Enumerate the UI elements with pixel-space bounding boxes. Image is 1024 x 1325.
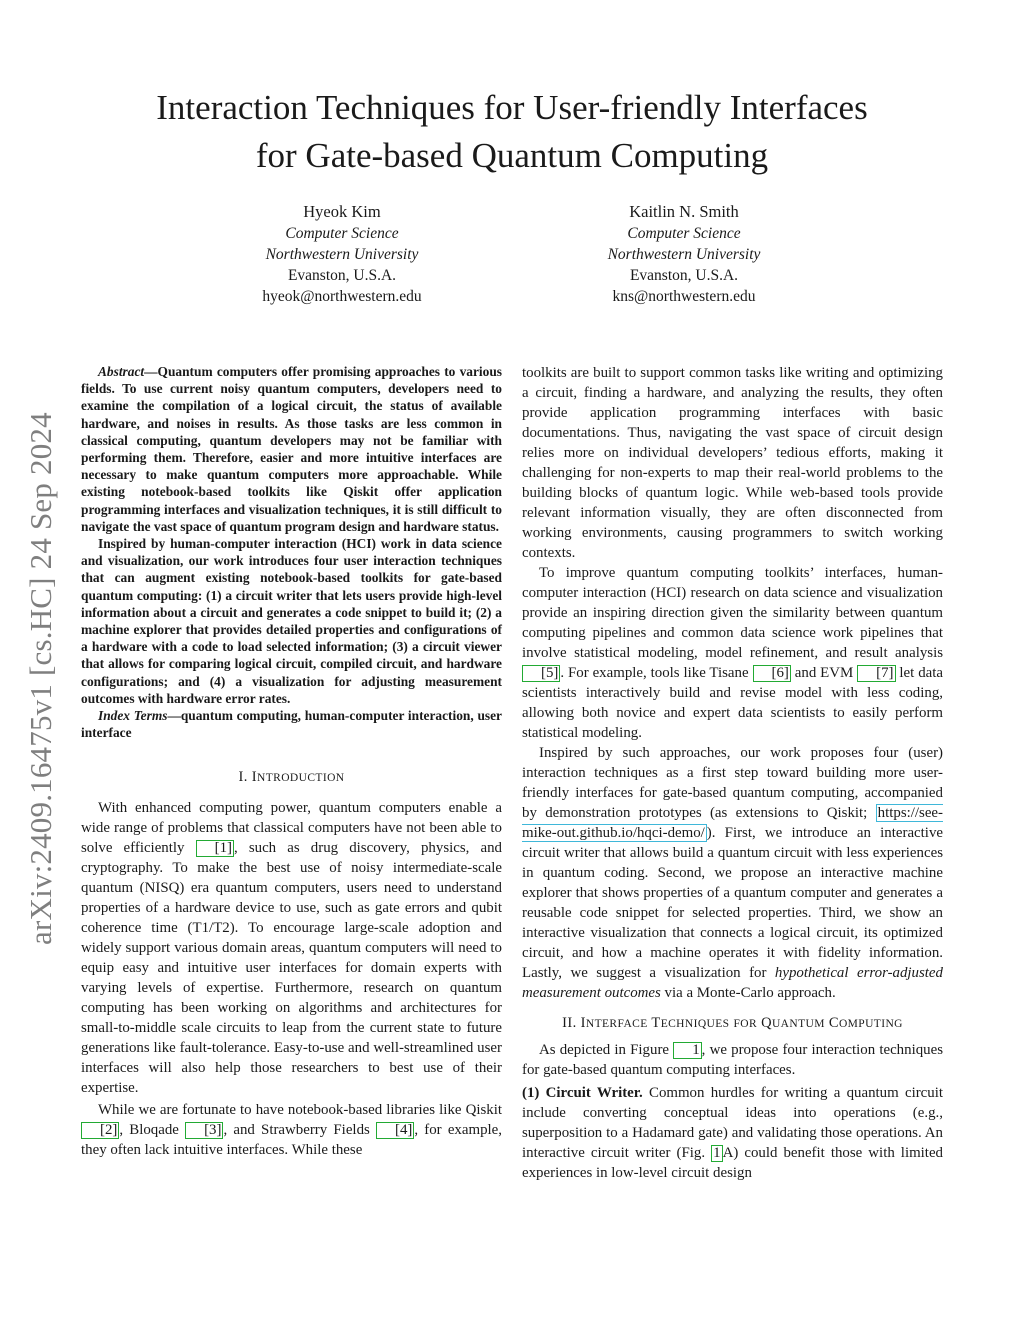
citation-link[interactable]: [7] (857, 665, 895, 682)
text-run: toolkits are built to support common tasks like writing and optimizing a circuit, finding a hardware, and analyzing the results, they often provide application programming interfaces with basic documentations. Thus, navigating the vast space of circuit design relies more on individual developers’ tedious efforts, making it challenging for non-experts to map their real-world problems to the building blocks of quantum logic. While web-based tools provide relevant information visually, they are often disconnected from working environments, causing programmers to switch working contexts. (522, 365, 943, 561)
author-university: Northwestern University (265, 246, 419, 263)
text-run: , and Strawberry Fields (223, 1122, 376, 1139)
text-run: Inspired by such approaches, our work proposes four (user) interaction techniques as a first step toward building more user-friendly interfaces for gate-based quantum computing, accompanied by demonstration prototypes (as extensions to Qiskit; (522, 745, 943, 821)
abstract-text-1: Quantum computers offer promising approaches to various fields. To use current noisy quantum computers, developers need to examine the compilation of a logical circuit, the status of available hardware, and noises in results. As those tasks are less common in classical computing, quantum developers may not be familiar with performing them. Therefore, easier and more intuitive interfaces are necessary to make quantum computers more approachable. While existing notebook-based toolkits like Qiskit offer application programming interfaces and visualization techniques, it is still difficult to navigate the vast space of quantum program design and hardware status. (81, 364, 502, 534)
word-rest: FOR (733, 1018, 758, 1030)
text-run: , for example, they often lack intuitive interfaces. While these (81, 1122, 502, 1159)
index-terms-label: Index Terms (98, 708, 168, 724)
index-terms: Index Terms—quantum computing, human-computer interaction, user interface (81, 708, 502, 741)
intro-paragraph-2 (81, 1100, 502, 1160)
text-run: With enhanced computing power, quantum computers enable a wide range of problems that classical computers have not been able to solve efficiently (81, 800, 502, 857)
text-run: As depicted in Figure (539, 1042, 674, 1058)
citation-link[interactable]: [1] (196, 840, 234, 857)
demo-url-link[interactable]: https://see-mike-out.github.io/hqci-demo/ (522, 805, 943, 841)
section-title-initial: I (251, 769, 258, 786)
citation-link[interactable]: [5] (522, 665, 560, 682)
author-location: Evanston, U.S.A. (287, 267, 397, 284)
section-heading-introduction (81, 767, 502, 788)
section-heading-interface-techniques (522, 1013, 943, 1034)
section2-paragraph-1 (522, 1040, 943, 1080)
section-numeral: II. (562, 1015, 577, 1031)
right-column (522, 363, 943, 1183)
text-run: , such as drug discovery, physics, and cryptography. To make the best use of noisy intermediate-scale quantum (NISQ) era quantum computers, users need to understand properties of a hardware device to use, such as gate errors and qubit coherence time (T1/T2). To encourage large-scale adoption and widely support various domain areas, quantum computers will need to equip easy and intuitive user interfaces for domain experts with varying levels of expertise. Furthermore, research on quantum computing has been working on algorithms and architectures for small-to-middle scale circuits to leap from the current state to future generations like fault-tolerance. Easy-to-use and well-streamlined user interfaces will also help those researchers to best use of their expertise. (81, 840, 503, 1097)
citation-link[interactable]: [4] (376, 1122, 414, 1139)
abstract-paragraph-2 (81, 535, 502, 707)
author-location: Evanston, U.S.A. (629, 267, 739, 284)
citation-link[interactable]: [2] (81, 1122, 119, 1139)
section-word (829, 1015, 903, 1031)
abstract-label: Abstract (98, 364, 145, 379)
text-run: ). First, we introduce an interactive circuit writer that allows build a quantum circuit with less experiences in quantum coding. Second, we propose an interactive machine explorer that shows properties of a quantum computer and generates a reusable code snippet for selected properties. Third, we show an interactive visualization that connects a logical circuit, its optimized circuit, and how a machine operates it with fidelity information. Lastly, we suggest a visualization for (522, 825, 943, 981)
emphasis-text: hypothetical error-adjusted measurement outcomes (522, 965, 943, 1001)
abstract (81, 363, 502, 741)
text-run: , we propose four interaction techniques for gate-based quantum computing interfaces. (522, 1042, 944, 1078)
section2-paragraph-2 (522, 1083, 943, 1183)
title-line-1: Interaction Techniques for User-friendly Interfaces (156, 88, 868, 127)
section-word (651, 1015, 729, 1031)
word-initial: I (580, 1015, 586, 1031)
section-word (761, 1015, 825, 1031)
author-university: Northwestern University (607, 246, 761, 263)
section-word (733, 1015, 757, 1031)
text-run: and EVM (790, 665, 858, 681)
citation-link[interactable]: [6] (753, 665, 791, 682)
left-column (81, 363, 502, 1160)
author-name: Hyeok Kim (303, 202, 381, 221)
text-run: A) could benefit those with limited experiences in low-level circuit design (522, 1145, 943, 1181)
section-numeral: I. (238, 769, 248, 786)
paper-title (60, 84, 964, 180)
author-email[interactable]: hyeok@northwestern.edu (262, 288, 422, 305)
word-initial: C (828, 1015, 839, 1031)
figure-link[interactable]: 1 (713, 1145, 721, 1161)
author-block-2 (554, 201, 814, 307)
author-email[interactable]: kns@northwestern.edu (612, 288, 756, 305)
text-run: . For example, tools like Tisane (560, 665, 753, 681)
author-dept: Computer Science (627, 225, 741, 242)
section-word (581, 1015, 648, 1031)
word-initial: T (651, 1015, 661, 1031)
circuit-writer-heading: (1) Circuit Writer. (522, 1085, 643, 1101)
abstract-text-2: Inspired by human-computer interaction (HCI) work in data science and visualization, our work introduces four user interaction techniques that can augment existing notebook-based toolkits for gate-based quantum computing: (1) a circuit writer that lets users provide high-level information about a circuit and generates a code snippet to build it; (2) a machine explorer that provides detailed properties and configurations of a hardware with a code to load selected information; (3) a circuit viewer that allows for comparing logical circuit, compiled circuit, and hardware configurations; and (4) a visualization for adjusting measurement outcomes with hardware error rates. (81, 536, 502, 706)
word-rest: ECHNIQUES (660, 1018, 730, 1030)
arxiv-stamp: arXiv:2409.16475v1 [cs.HC] 24 Sep 2024 (23, 412, 58, 945)
title-line-2: for Gate-based Quantum Computing (255, 136, 769, 175)
text-run: , Bloqade (119, 1122, 186, 1139)
word-rest: UANTUM (771, 1018, 825, 1030)
word-rest: NTERFACE (585, 1018, 648, 1030)
author-name: Kaitlin N. Smith (629, 202, 739, 221)
intro-paragraph-4 (522, 563, 943, 743)
section-title-rest: NTRODUCTION (257, 772, 345, 785)
citation-link[interactable]: [3] (185, 1122, 223, 1139)
text-run: Common hurdles for writing a quantum circuit include converting conceptual ideas into operations (e.g., superposition to a Hadamard gate) and validating those operations. An interactive circuit writer (Fig. (522, 1085, 943, 1161)
text-run: To improve quantum computing toolkits’ interfaces, human-computer interaction (HCI) research on data science and visualization provide an inspiring direction given the similarity between quantum computing pipelines and common data science work pipelines that involve statistical modeling, model refinement, and result analysis (522, 565, 943, 661)
text-run: let data scientists interactively build and revise model with less coding, allowing both novice and expert data scientists to easily perform statistical modeling. (522, 665, 944, 741)
author-block-1 (212, 201, 472, 307)
abstract-paragraph-1: Abstract—Quantum computers offer promising approaches to various fields. To use current noisy quantum computers, developers need to examine the compilation of a logical circuit, the status of available hardware, and noises in results. As those tasks are less common in classical computing, quantum developers may not be familiar with performing them. Therefore, easier and more intuitive interfaces are necessary to make quantum computers more approachable. While existing notebook-based toolkits like Qiskit offer application programming interfaces and visualization techniques, it is still difficult to navigate the vast space of quantum program design and hardware status. (81, 364, 502, 534)
intro-paragraph-5 (522, 743, 943, 1003)
intro-paragraph-1 (81, 798, 502, 1098)
author-dept: Computer Science (285, 225, 399, 242)
intro-paragraph-3 (522, 363, 943, 563)
figure-link[interactable]: 1 (673, 1042, 701, 1059)
index-terms-text: quantum computing, human-computer interaction, user interface (81, 708, 502, 741)
word-initial: Q (761, 1015, 772, 1031)
text-run: via a Monte-Carlo approach. (660, 985, 836, 1001)
word-rest: OMPUTING (838, 1018, 903, 1030)
text-run: While we are fortunate to have notebook-based libraries like Qiskit (98, 1102, 502, 1119)
